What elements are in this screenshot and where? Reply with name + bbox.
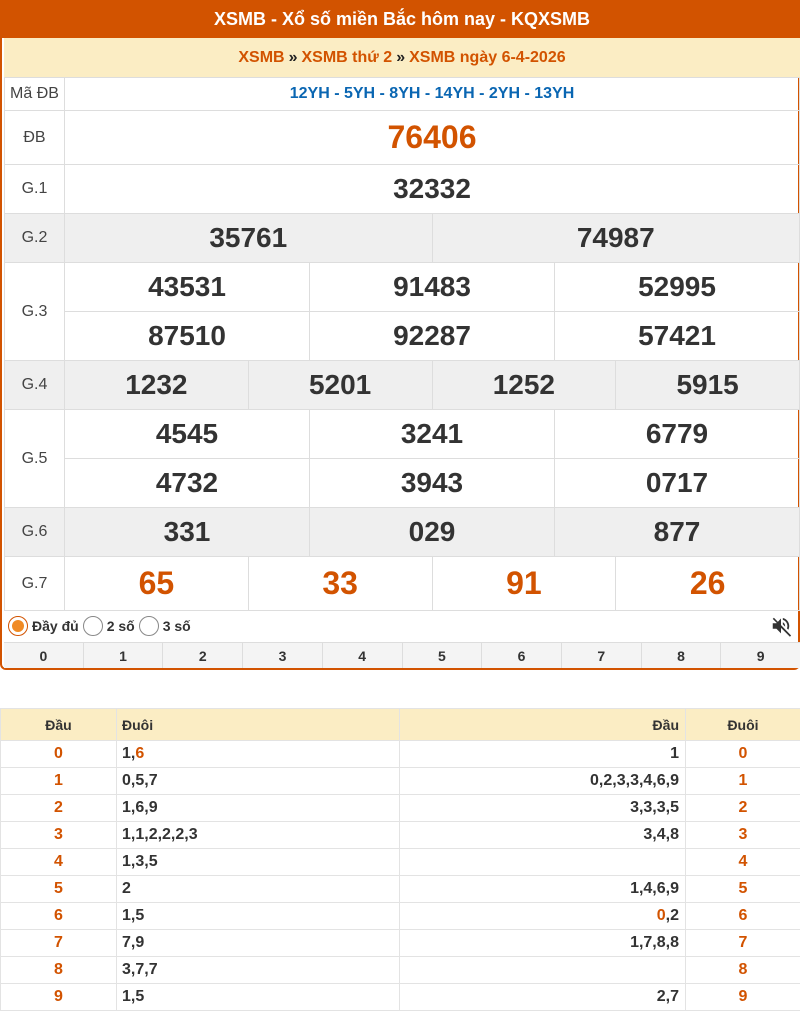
loto-duoi-highlight: 6 xyxy=(135,745,144,762)
g2-label: G.2 xyxy=(5,214,65,263)
loto-duoi-right: 0 xyxy=(686,741,800,768)
loto-dau-text: 1 xyxy=(670,745,679,762)
table-row xyxy=(1,849,800,876)
loto-dau: 7 xyxy=(1,930,117,957)
loto-duoi xyxy=(117,903,400,930)
loto-duoi-text: 1,5 xyxy=(122,988,144,1005)
loto-duoi-right: 6 xyxy=(686,903,800,930)
g5-value: 3943 xyxy=(310,459,555,508)
g4-value: 1252 xyxy=(432,361,616,410)
loto-header-dau-right: Đầu xyxy=(400,709,686,741)
loto-dau: 9 xyxy=(1,984,117,1011)
loto-dau-right xyxy=(400,795,686,822)
loto-dau-right xyxy=(400,849,686,876)
page-title: XSMB - Xổ số miền Bắc hôm nay - KQXSMB xyxy=(2,0,800,38)
loto-dau-text: 3,3,3,5 xyxy=(630,799,679,816)
loto-dau: 1 xyxy=(1,768,117,795)
digit-filter-8[interactable]: 8 xyxy=(641,643,721,668)
g3-value: 91483 xyxy=(310,263,555,312)
results-table xyxy=(4,77,800,611)
g5-value: 6779 xyxy=(555,410,800,459)
breadcrumb-separator: » xyxy=(289,49,298,67)
breadcrumb-xsmb-thu-2[interactable]: XSMB thứ 2 xyxy=(302,49,393,67)
display-options xyxy=(4,610,800,642)
g4-label: G.4 xyxy=(5,361,65,410)
loto-dau: 0 xyxy=(1,741,117,768)
table-row xyxy=(1,795,800,822)
g3-label: G.3 xyxy=(5,263,65,361)
volume-mute-icon[interactable] xyxy=(770,615,792,637)
g1-label: G.1 xyxy=(5,165,65,214)
loto-dau: 8 xyxy=(1,957,117,984)
radio-full[interactable] xyxy=(8,616,79,636)
g4-value: 1232 xyxy=(65,361,249,410)
g5-value: 0717 xyxy=(555,459,800,508)
loto-dau: 4 xyxy=(1,849,117,876)
g5-value: 3241 xyxy=(310,410,555,459)
g5-value: 4545 xyxy=(65,410,310,459)
loto-dau-right xyxy=(400,903,686,930)
loto-dau-right xyxy=(400,768,686,795)
loto-header-duoi: Đuôi xyxy=(117,709,400,741)
loto-duoi-text: 1,1,2,2,2,3 xyxy=(122,826,198,843)
g4-value: 5201 xyxy=(248,361,432,410)
loto-dau-right xyxy=(400,930,686,957)
g7-value: 26 xyxy=(616,557,800,611)
loto-duoi-text: 7,9 xyxy=(122,934,144,951)
g3-value: 92287 xyxy=(310,312,555,361)
loto-dau: 6 xyxy=(1,903,117,930)
table-row xyxy=(1,741,800,768)
loto-duoi-text: 1, xyxy=(122,745,135,762)
radio-3-digits-circle[interactable] xyxy=(139,616,159,636)
loto-duoi-right: 5 xyxy=(686,876,800,903)
g2-value: 35761 xyxy=(65,214,433,263)
table-row xyxy=(1,930,800,957)
g5-label: G.5 xyxy=(5,410,65,508)
loto-dau-right xyxy=(400,984,686,1011)
table-row xyxy=(1,957,800,984)
g3-value: 43531 xyxy=(65,263,310,312)
loto-duoi xyxy=(117,795,400,822)
loto-duoi xyxy=(117,957,400,984)
breadcrumb-xsmb[interactable]: XSMB xyxy=(238,49,284,67)
radio-2-digits-label: 2 số xyxy=(107,618,135,634)
loto-duoi-text: 0,5,7 xyxy=(122,772,158,789)
loto-duoi-text: 3,7,7 xyxy=(122,961,158,978)
breadcrumb-separator: » xyxy=(396,49,405,67)
ma-db-value: 12YH - 5YH - 8YH - 14YH - 2YH - 13YH xyxy=(65,78,800,111)
table-row xyxy=(1,822,800,849)
g6-label: G.6 xyxy=(5,508,65,557)
digit-filter-4[interactable]: 4 xyxy=(322,643,402,668)
loto-duoi-text: 1,3,5 xyxy=(122,853,158,870)
loto-duoi-right: 1 xyxy=(686,768,800,795)
loto-dau-text: 0,2,3,3,4,6,9 xyxy=(590,772,679,789)
loto-duoi-right: 7 xyxy=(686,930,800,957)
g3-value: 87510 xyxy=(65,312,310,361)
g6-value: 877 xyxy=(555,508,800,557)
g7-value: 65 xyxy=(65,557,249,611)
table-row xyxy=(1,768,800,795)
loto-duoi xyxy=(117,822,400,849)
breadcrumb xyxy=(4,38,800,77)
loto-table xyxy=(0,708,800,1011)
loto-duoi-right: 3 xyxy=(686,822,800,849)
loto-duoi xyxy=(117,768,400,795)
g7-label: G.7 xyxy=(5,557,65,611)
db-value: 76406 xyxy=(65,111,800,165)
g5-value: 4732 xyxy=(65,459,310,508)
digit-filter-5[interactable]: 5 xyxy=(402,643,482,668)
digit-filter-1[interactable]: 1 xyxy=(83,643,163,668)
ma-db-label: Mã ĐB xyxy=(5,78,65,111)
g6-value: 331 xyxy=(65,508,310,557)
loto-duoi-right: 8 xyxy=(686,957,800,984)
loto-duoi-text: 2 xyxy=(122,880,131,897)
g3-value: 57421 xyxy=(555,312,800,361)
digit-filter-7[interactable]: 7 xyxy=(561,643,641,668)
loto-dau-text: 1,7,8,8 xyxy=(630,934,679,951)
breadcrumb-xsmb-date[interactable]: XSMB ngày 6-4-2026 xyxy=(409,49,566,67)
loto-duoi-text: 1,5 xyxy=(122,907,144,924)
table-row xyxy=(1,984,800,1011)
g3-value: 52995 xyxy=(555,263,800,312)
loto-dau: 3 xyxy=(1,822,117,849)
digit-filter-0[interactable]: 0 xyxy=(4,643,83,668)
g7-value: 33 xyxy=(248,557,432,611)
loto-dau: 2 xyxy=(1,795,117,822)
digit-filter-9[interactable]: 9 xyxy=(720,643,800,668)
loto-header-duoi-right: Đuôi xyxy=(686,709,800,741)
loto-dau-text: ,2 xyxy=(666,907,679,924)
loto-duoi xyxy=(117,849,400,876)
radio-2-digits-circle[interactable] xyxy=(83,616,103,636)
table-row xyxy=(1,903,800,930)
g7-value: 91 xyxy=(432,557,616,611)
db-label: ĐB xyxy=(5,111,65,165)
radio-3-digits[interactable] xyxy=(139,616,191,636)
g4-value: 5915 xyxy=(616,361,800,410)
loto-duoi xyxy=(117,741,400,768)
loto-dau-right xyxy=(400,876,686,903)
table-row xyxy=(1,876,800,903)
loto-dau-text: 1,4,6,9 xyxy=(630,880,679,897)
loto-dau-right xyxy=(400,957,686,984)
loto-duoi-right: 4 xyxy=(686,849,800,876)
loto-duoi xyxy=(117,876,400,903)
loto-duoi-right: 2 xyxy=(686,795,800,822)
loto-dau-right xyxy=(400,741,686,768)
radio-full-label: Đầy đủ xyxy=(32,618,79,634)
radio-full-circle[interactable] xyxy=(8,616,28,636)
loto-dau-text: 2,7 xyxy=(657,988,679,1005)
digit-filter-6[interactable]: 6 xyxy=(481,643,561,668)
loto-duoi-right: 9 xyxy=(686,984,800,1011)
radio-3-digits-label: 3 số xyxy=(163,618,191,634)
loto-header-dau: Đầu xyxy=(1,709,117,741)
loto-dau-right xyxy=(400,822,686,849)
loto-duoi xyxy=(117,984,400,1011)
digit-filter xyxy=(4,642,800,668)
digit-filter-2[interactable]: 2 xyxy=(162,643,242,668)
loto-duoi xyxy=(117,930,400,957)
radio-2-digits[interactable] xyxy=(83,616,135,636)
loto-dau-highlight: 0 xyxy=(657,907,666,924)
loto-duoi-text: 1,6,9 xyxy=(122,799,158,816)
g6-value: 029 xyxy=(310,508,555,557)
loto-dau-text: 3,4,8 xyxy=(643,826,679,843)
loto-dau: 5 xyxy=(1,876,117,903)
g2-value: 74987 xyxy=(432,214,800,263)
g1-value: 32332 xyxy=(65,165,800,214)
digit-filter-3[interactable]: 3 xyxy=(242,643,322,668)
